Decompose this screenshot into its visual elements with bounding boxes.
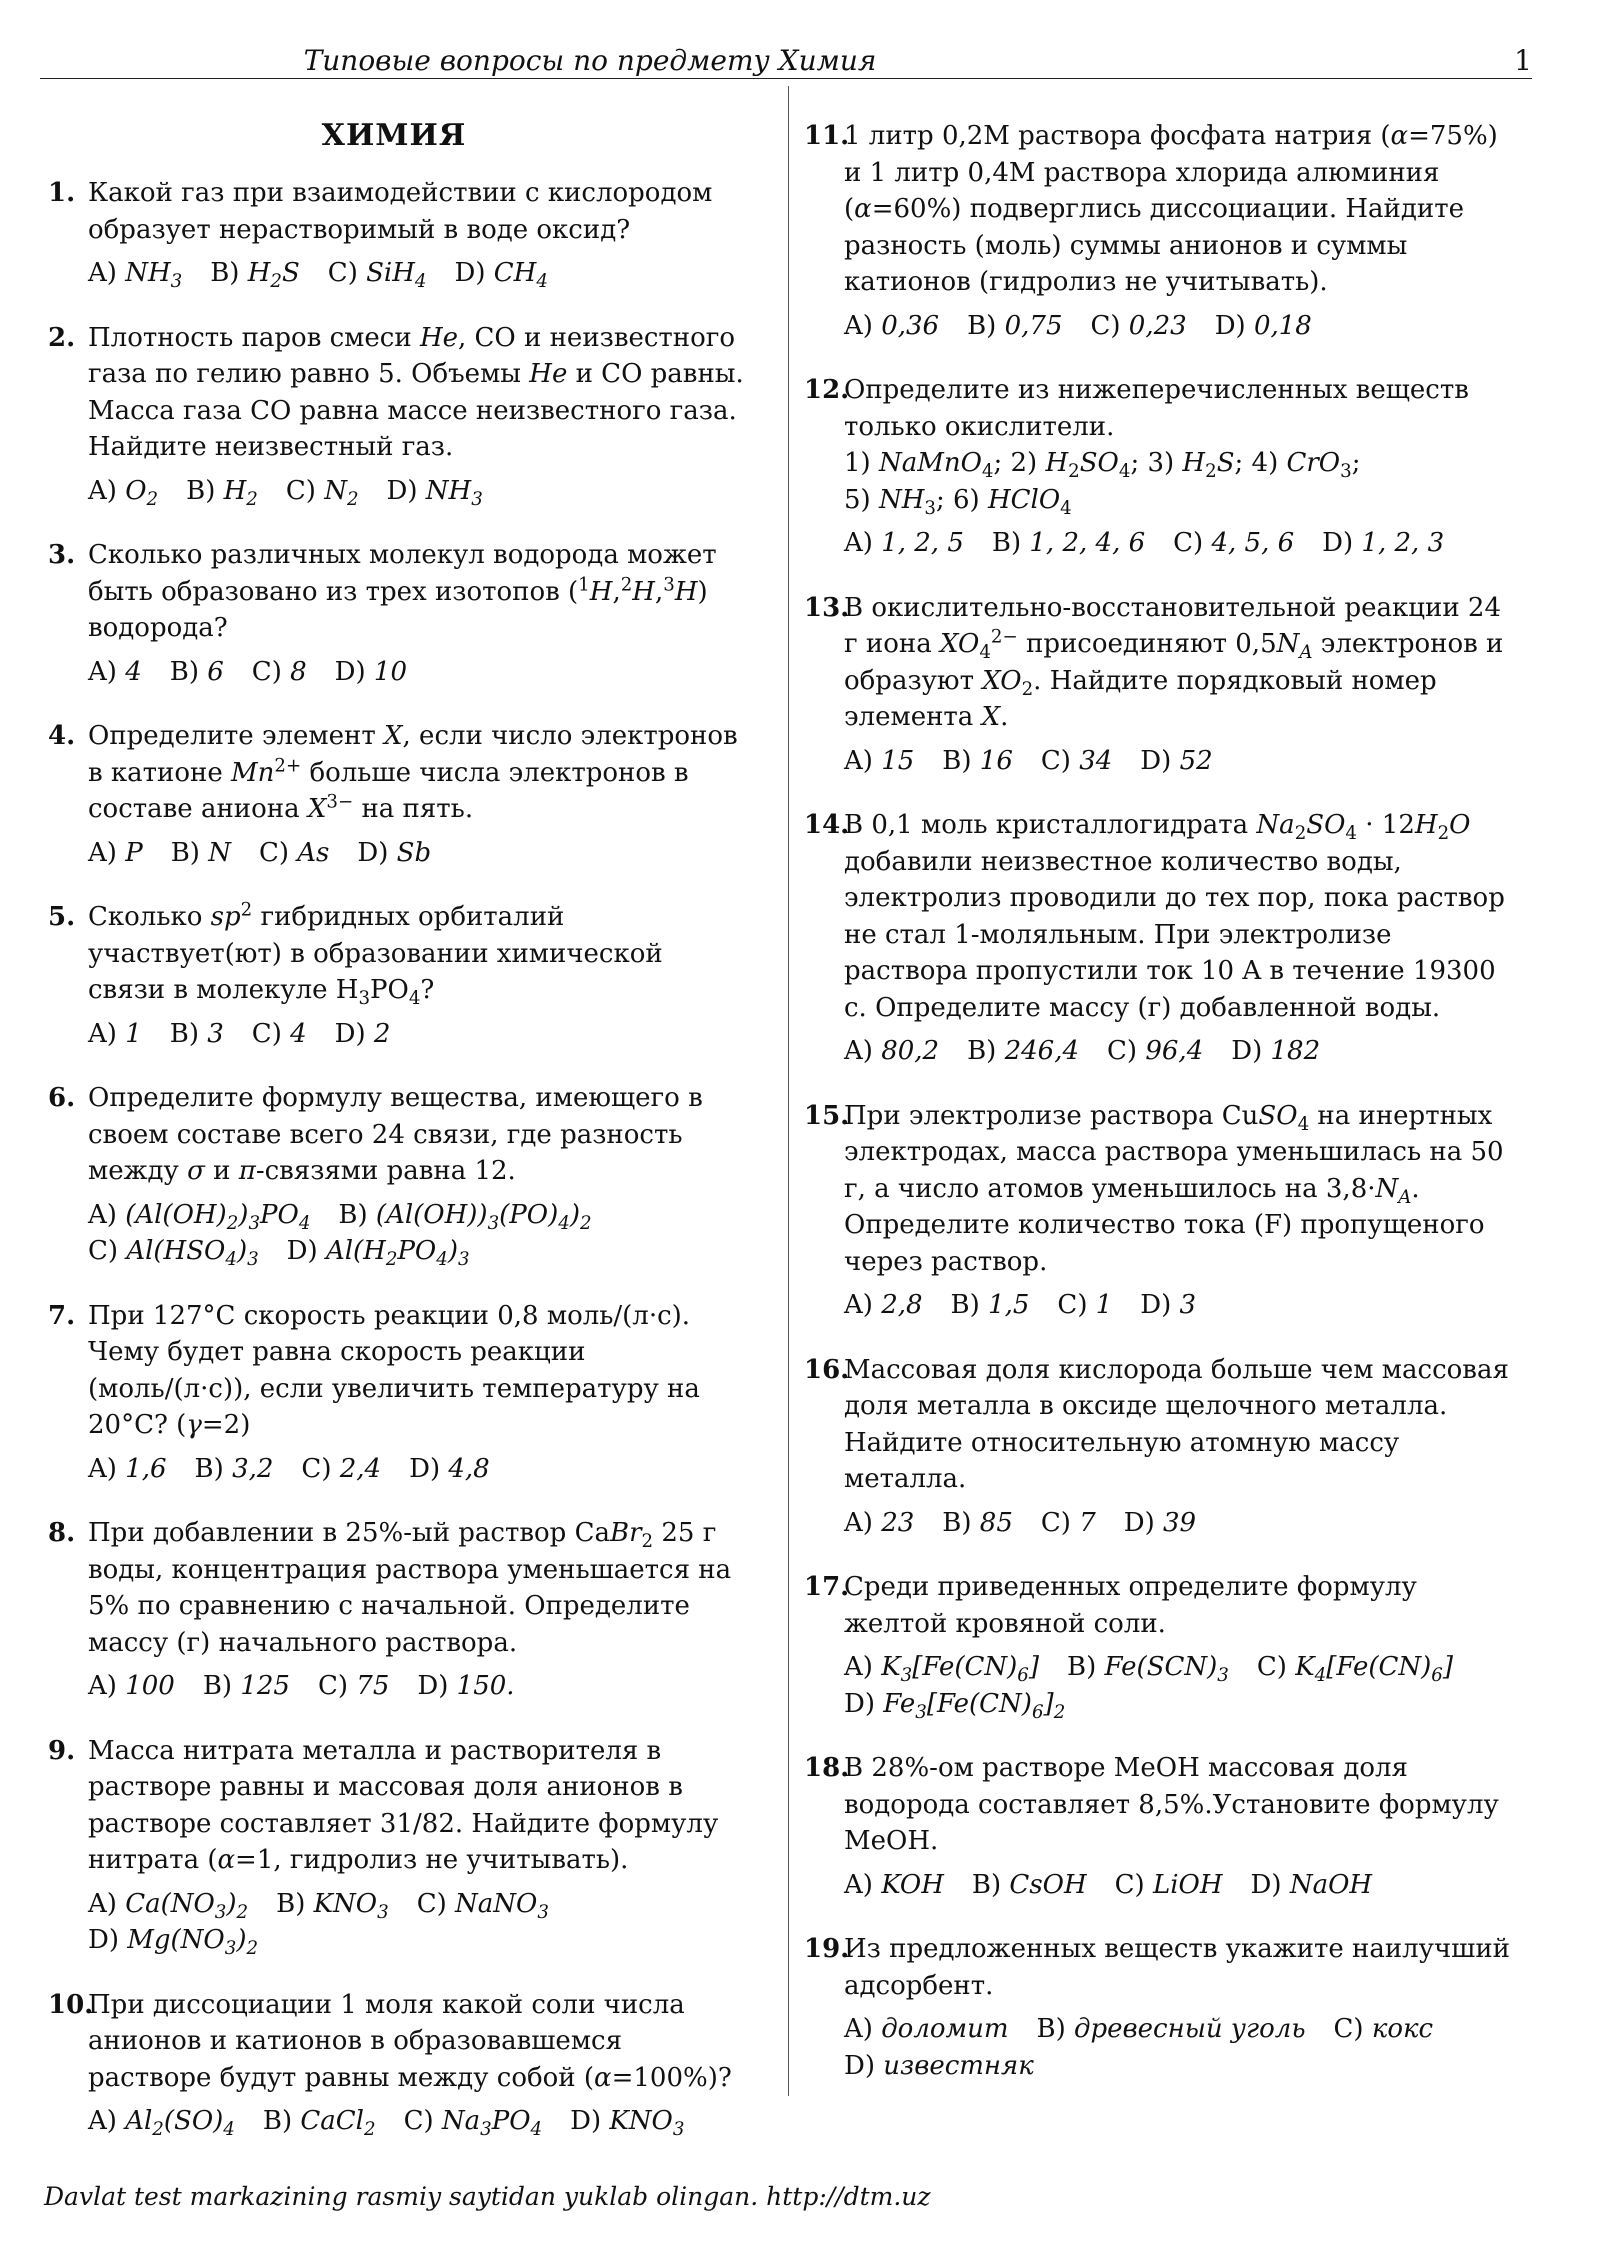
question-7 <box>44 1298 744 1488</box>
answer-option: D) $NH_3$ <box>386 475 483 510</box>
answer-options <box>844 308 1510 345</box>
answer-options <box>88 255 744 292</box>
answer-option: A) $(Al(OH)_2)_3PO_4$ <box>88 1199 311 1234</box>
answer-options <box>844 1649 1510 1722</box>
question-number: 4. <box>48 721 76 751</box>
answer-options <box>88 654 744 691</box>
answer-option: B) древесный уголь <box>1036 2014 1306 2044</box>
question-4 <box>44 718 744 871</box>
question-11 <box>800 118 1510 344</box>
question-text: При 127°C скорость реакции 0,8 моль/(л·с). Чему будет равна скорость реакции (моль/(л·с)), если увеличить температуру на 20°C? (γ=2) <box>88 1300 700 1440</box>
answer-options <box>844 1033 1510 1070</box>
answer-options <box>88 1197 744 1270</box>
question-number: 14. <box>804 810 850 840</box>
answer-option: D) $Fe_3[Fe(CN)_6]_2$ <box>844 1688 1066 1723</box>
answer-option: B) 3,2 <box>194 1453 274 1484</box>
answer-option: B) 1, 2, 4, 6 <box>991 528 1146 558</box>
question-text: Определите формулу вещества, имеющего в своем составе всего 24 связи, где разность между σ и π-связями равна 12. <box>88 1083 703 1186</box>
question-number: 7. <box>48 1300 76 1331</box>
question-3 <box>44 537 744 690</box>
answer-option: D) NaOH <box>1250 1869 1373 1900</box>
question-number: 1. <box>48 178 76 208</box>
question-number: 17. <box>804 1572 850 1602</box>
answer-option: A) $NH_3$ <box>88 258 183 293</box>
column-divider <box>788 86 789 2096</box>
answer-options <box>88 1668 744 1705</box>
answer-option: B) 0,75 <box>967 310 1063 341</box>
question-text: Определите из нижеперечисленных веществ только окислители. 1) NaMnO$_4$; 2) $H_2SO_4$; 3) $H_2S$; 4) CrO$_3$; 5) $NH_3$; 6) HClO$_4$ <box>844 375 1469 519</box>
question-19 <box>800 1931 1510 2084</box>
answer-option: C) As <box>258 837 330 868</box>
right-column <box>800 118 1510 2112</box>
answer-option: D) 52 <box>1140 745 1213 776</box>
answer-option: D) 182 <box>1231 1036 1321 1066</box>
answer-option: A) 4 <box>88 656 142 687</box>
question-16 <box>800 1352 1510 1542</box>
answer-option: B) 1,5 <box>950 1290 1030 1320</box>
page-header <box>40 40 1532 79</box>
answer-option: A) 80,2 <box>844 1036 940 1066</box>
answer-option: A) 23 <box>844 1507 915 1538</box>
answer-option: C) кокс <box>1333 2014 1434 2044</box>
question-text: Сколько $sp^2$ гибридных орбиталий участвует(ют) в образовании химической связи в молекуле $H_3PO_4$? <box>88 899 663 1010</box>
answer-option: B) 16 <box>942 745 1013 776</box>
answer-option: A) 0,36 <box>844 310 940 341</box>
section-title: ХИМИЯ <box>321 118 467 153</box>
question-text: В 0,1 моль кристаллогидрата $Na_2SO_4 \cdot 12H_2O$ добавили неизвестное количество воды, электролиз проводили до тех пор, пока раствор не стал 1-моляльным. При электролизе раствора пропустили ток 10 A в течение 19300 с. Определите массу (г) добавленной воды. <box>844 810 1505 1023</box>
question-6 <box>44 1080 744 1270</box>
question-2 <box>44 320 744 510</box>
page-number: 1 <box>1514 44 1532 77</box>
question-12 <box>800 372 1510 562</box>
answer-options <box>88 1451 744 1488</box>
question-18 <box>800 1750 1510 1903</box>
answer-option: C) SiH$_4$ <box>327 258 427 293</box>
answer-options <box>88 1016 744 1053</box>
answer-option: B) 85 <box>942 1507 1013 1538</box>
answer-options <box>88 2103 744 2140</box>
question-text: Из предложенных веществ укажите наилучший адсорбент. <box>844 1934 1510 2001</box>
answer-options <box>88 473 744 510</box>
answer-option: B) 6 <box>169 656 224 687</box>
question-number: 11. <box>804 121 850 151</box>
answer-option: C) $K_4[Fe(CN)_6]$ <box>1256 1652 1454 1687</box>
question-17 <box>800 1569 1510 1722</box>
question-text: Сколько различных молекул водорода может быть образовано из трех изотопов ($^1$H,$^2$H,$^3$H) водорода? <box>88 540 717 643</box>
answer-option: B) CaCl$_2$ <box>262 2106 376 2141</box>
answer-options <box>844 743 1510 780</box>
answer-option: A) $Ca(NO_3)_2$ <box>88 1888 249 1923</box>
question-number: 2. <box>48 322 76 353</box>
question-number: 3. <box>48 540 76 570</box>
question-text: При диссоциации 1 моля какой соли числа анионов и катионов в образовавшемся растворе будут равны между собой (α=100%)? <box>88 1989 732 2093</box>
question-9 <box>44 1733 744 1959</box>
answer-option: B) $H_2$ <box>186 475 258 510</box>
answer-option: A) KOH <box>844 1869 944 1900</box>
question-number: 18. <box>804 1753 850 1783</box>
question-text: При электролизе раствора CuSO$_4$ на инертных электродах, масса раствора уменьшилась на 50 г, а число атомов уменьшилось на $3,8\cdot N_A$. Определите количество тока (F) пропущеного через раствор. <box>844 1100 1504 1277</box>
answer-option: A) 2,8 <box>844 1290 923 1320</box>
answer-option: A) $Al_2(SO)_4$ <box>88 2106 235 2141</box>
answer-options <box>844 2011 1510 2084</box>
answer-option: D) 1, 2, 3 <box>1322 528 1445 558</box>
answer-option: B) $(Al(OH))_3(PO)_4)_2$ <box>338 1199 592 1234</box>
answer-options <box>844 1505 1510 1542</box>
question-text: В 28%-ом растворе MeOH массовая доля водорода составляет 8,5%.Установите формулу MeOH. <box>844 1753 1499 1856</box>
answer-option: D) 4,8 <box>409 1453 490 1484</box>
question-text: Среди приведенных определите формулу желтой кровяной соли. <box>844 1572 1417 1639</box>
question-text: При добавлении в 25%-ый раствор CaBr$_2$ 25 г воды, концентрация раствора уменьшается на 5% по сравнению с начальной. Определите массу (г) начального раствора. <box>88 1518 732 1658</box>
question-text: Плотность паров смеси He, CO и неизвестного газа по гелию равно 5. Объемы He и CO равны. Масса газа CO равна массе неизвестного газа. Найдите неизвестный газ. <box>88 322 744 462</box>
answer-option: A) 100 <box>88 1671 175 1701</box>
answer-option: C) 75 <box>317 1671 390 1701</box>
header-title: Типовые вопросы по предмету Химия <box>303 44 877 77</box>
question-14 <box>800 807 1510 1070</box>
answer-option: C) NaNO$_3$ <box>416 1888 549 1923</box>
question-number: 6. <box>48 1083 76 1113</box>
answer-options <box>844 1287 1510 1324</box>
answer-options <box>88 835 744 872</box>
answer-option: C) 96,4 <box>1107 1036 1204 1066</box>
answer-option: A) 15 <box>844 745 915 776</box>
answer-option: D) $CH_4$ <box>454 258 548 293</box>
answer-option: A) $K_3[Fe(CN)_6]$ <box>844 1652 1040 1687</box>
answer-option: D) 3 <box>1140 1290 1197 1320</box>
answer-option: D) 10 <box>334 656 408 687</box>
answer-option: C) 1 <box>1057 1290 1113 1320</box>
answer-option: C) 4, 5, 6 <box>1173 528 1295 558</box>
answer-option: C) 7 <box>1040 1507 1096 1538</box>
answer-options <box>844 1867 1510 1904</box>
answer-option: B) 3 <box>169 1018 224 1049</box>
question-10 <box>44 1987 744 2140</box>
answer-option: D) $Mg(NO_3)_2$ <box>88 1925 259 1960</box>
answer-option: D) Sb <box>357 837 432 868</box>
question-number: 8. <box>48 1518 76 1548</box>
answer-option: C) $Al(HSO_4)_3$ <box>88 1236 259 1271</box>
question-13 <box>800 590 1510 780</box>
answer-option: C) 2,4 <box>301 1453 382 1484</box>
answer-option: D) 2 <box>334 1018 391 1049</box>
left-column <box>44 118 744 2168</box>
answer-option: D) 150. <box>417 1671 515 1701</box>
question-text: Массовая доля кислорода больше чем массовая доля металла в оксиде щелочного металла. Найдите относительную атомную массу металла. <box>844 1354 1509 1494</box>
answer-options <box>844 525 1510 562</box>
question-number: 9. <box>48 1735 76 1766</box>
answer-option: D) $KNO_3$ <box>570 2106 685 2141</box>
answer-option: B) CsOH <box>971 1869 1087 1900</box>
question-15 <box>800 1098 1510 1324</box>
answer-option: B) $KNO_3$ <box>276 1888 389 1923</box>
answer-option: D) 0,18 <box>1214 310 1312 341</box>
answer-option: A) 1 <box>88 1018 142 1049</box>
answer-options <box>88 1886 744 1959</box>
answer-option: B) $H_2S$ <box>210 258 300 293</box>
answer-option: C) 0,23 <box>1090 310 1187 341</box>
question-text: Масса нитрата металла и растворителя в растворе равны и массовая доля анионов в растворе составляет 31/82. Найдите формулу нитрата (α=1, гидролиз не учитывать). <box>88 1735 719 1875</box>
answer-option: C) 34 <box>1040 745 1113 776</box>
question-5 <box>44 899 744 1052</box>
answer-option: C) $Na_3PO_4$ <box>403 2106 543 2141</box>
question-text: Определите элемент X, если число электронов в катионе $Mn^{2+}$ больше числа электронов в составе аниона $X^{3-}$ на пять. <box>88 721 738 824</box>
answer-option: B) 125 <box>202 1671 290 1701</box>
answer-option: C) 4 <box>251 1018 307 1049</box>
answer-option: C) 8 <box>251 656 307 687</box>
answer-option: C) LiOH <box>1114 1869 1223 1900</box>
answer-option: D) 39 <box>1123 1507 1197 1538</box>
answer-option: D) известняк <box>844 2050 1034 2081</box>
question-number: 13. <box>804 592 850 623</box>
answer-option: A) 1, 2, 5 <box>844 528 964 558</box>
question-text: В окислительно-восстановительной реакции 24 г иона $XO_4^{2-}$ присоединяют $0,5N_A$ электронов и образуют $XO_2$. Найдите порядковый номер элемента X. <box>844 592 1504 732</box>
answer-option: A) P <box>88 837 143 868</box>
question-number: 5. <box>48 902 76 932</box>
question-number: 15. <box>804 1100 850 1131</box>
question-number: 12. <box>804 375 850 405</box>
footer-text: Davlat test markazining rasmiy saytidan yuklab olingan. http://dtm.uz <box>44 2182 931 2211</box>
answer-option: B) 246,4 <box>967 1036 1080 1066</box>
question-8 <box>44 1515 744 1705</box>
question-number: 16. <box>804 1354 850 1385</box>
question-text: Какой газ при взаимодействии с кислородом образует нерастворимый в воде оксид? <box>88 178 713 245</box>
answer-option: A) доломит <box>844 2014 1009 2044</box>
answer-option: C) $N_2$ <box>285 475 359 510</box>
question-text: 1 литр 0,2M раствора фосфата натрия (α=75%) и 1 литр 0,4M раствора хлорида алюминия (α=60%) подверглись диссоциации. Найдите разность (моль) суммы анионов и суммы катионов (гидролиз не учитывать). <box>844 121 1498 297</box>
question-number: 19. <box>804 1934 850 1964</box>
answer-option: A) 1,6 <box>88 1453 167 1484</box>
answer-option: B) $Fe(SCN)_3$ <box>1067 1652 1229 1687</box>
answer-option: A) $O_2$ <box>88 475 159 510</box>
question-number: 10. <box>48 1989 94 2020</box>
answer-option: B) N <box>170 837 231 868</box>
question-1 <box>44 175 744 292</box>
answer-option: D) $Al(H_2PO_4)_3$ <box>286 1236 470 1271</box>
